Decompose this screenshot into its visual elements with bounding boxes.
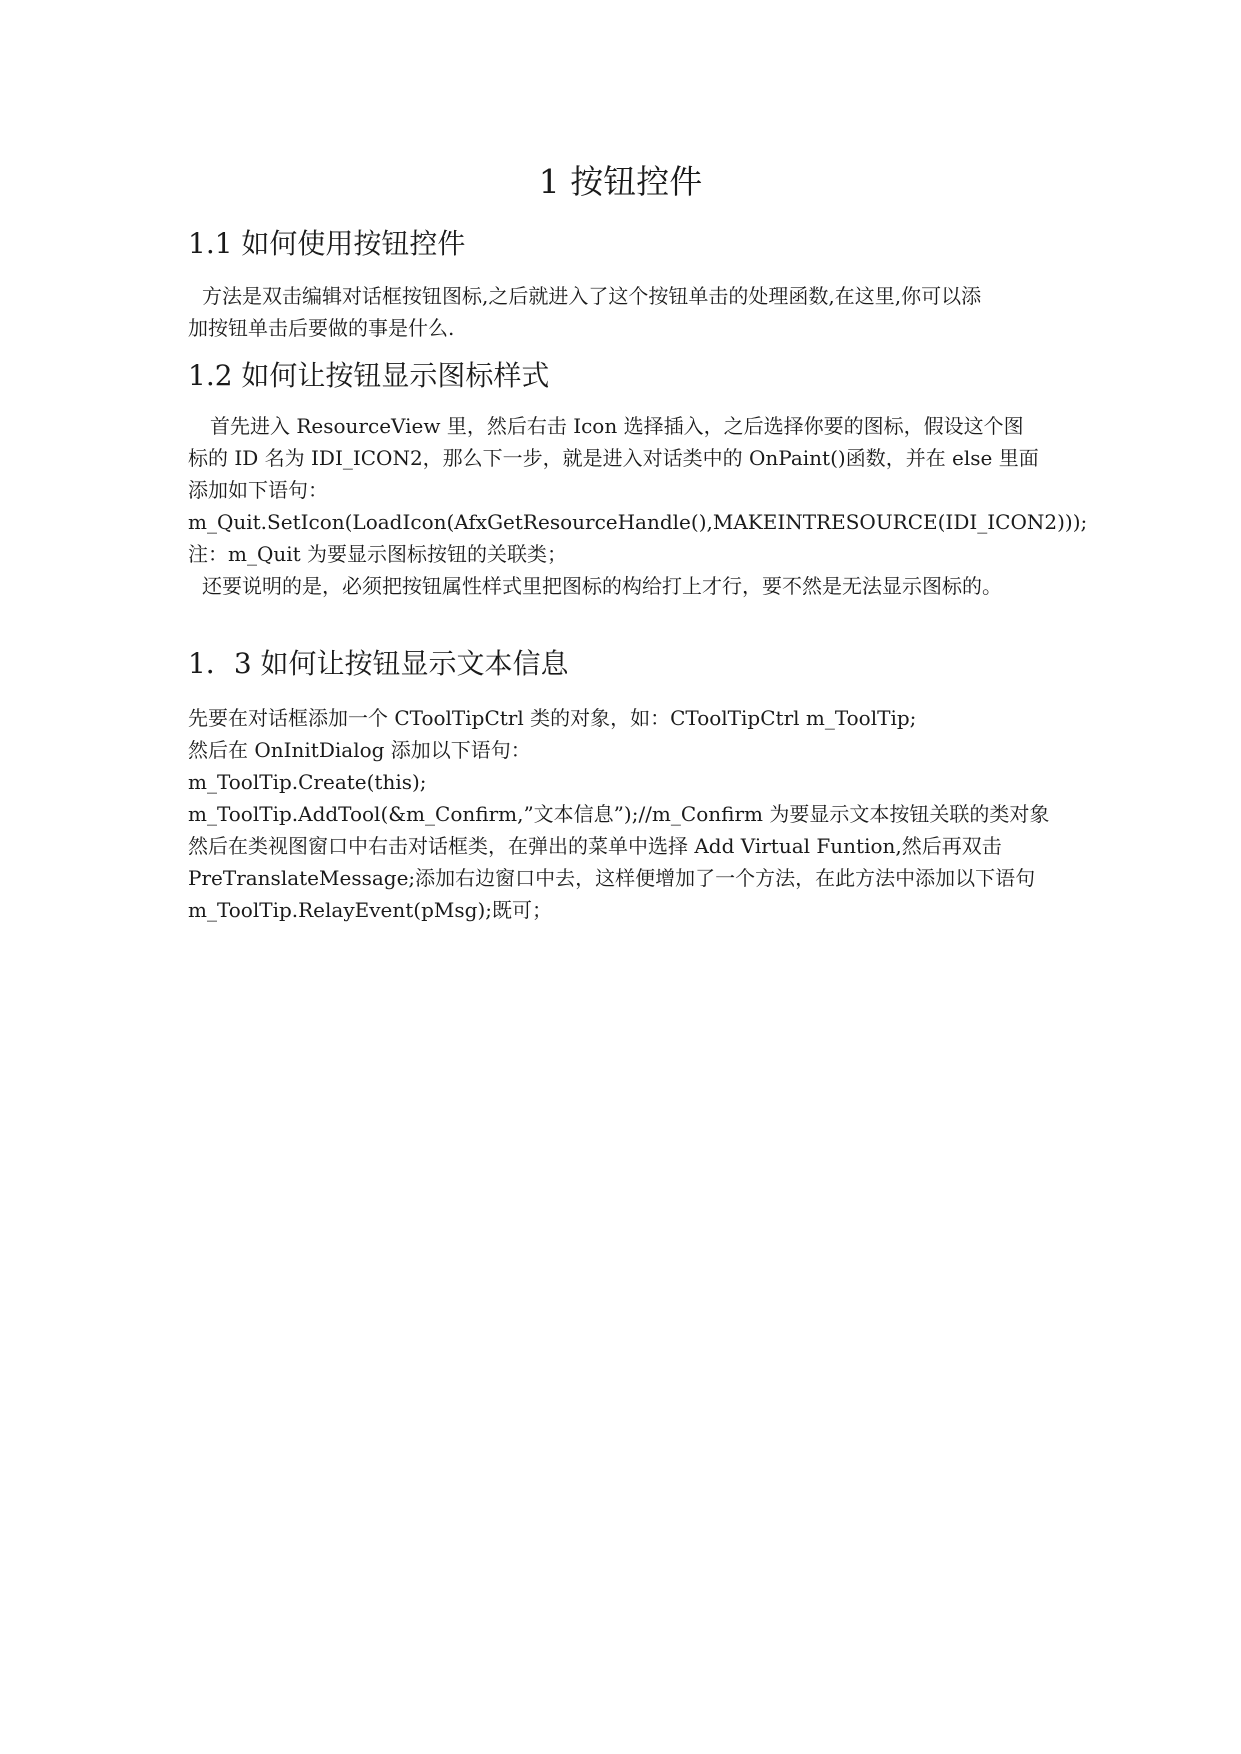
code-line: m_ToolTip.AddTool(&m_Confirm,”文本信息”);//m_Confirm 为要显示文本按钮关联的类对象	[188, 802, 1050, 826]
paragraph-line: 还要说明的是，必须把按钮属性样式里把图标的构给打上才行，要不然是无法显示图标的。	[202, 574, 1002, 598]
section-1-1-body	[188, 280, 1068, 344]
code-line: m_ToolTip.RelayEvent(pMsg);既可；	[188, 898, 552, 922]
section-heading: 1.1 如何使用按钮控件	[188, 227, 466, 260]
paragraph-line: 标的 ID 名为 IDI_ICON2，那么下一步，就是进入对话类中的 OnPaint()函数，并在 else 里面	[188, 446, 1039, 470]
document-title: 1 按钮控件	[538, 162, 703, 201]
section-1-2-body	[188, 410, 1088, 602]
paragraph-line: 首先进入 ResourceView 里，然后右击 Icon 选择插入，之后选择你要的图标，假设这个图	[210, 414, 1024, 438]
section-heading: 1.2 如何让按钮显示图标样式	[188, 359, 550, 392]
paragraph-line: 先要在对话框添加一个 CToolTipCtrl 类的对象，如：CToolTipCtrl m_ToolTip;	[188, 706, 917, 730]
paragraph-line: 方法是双击编辑对话框按钮图标,之后就进入了这个按钮单击的处理函数,在这里,你可以添	[202, 284, 982, 308]
paragraph-line: PreTranslateMessage;添加右边窗口中去，这样便增加了一个方法，在此方法中添加以下语句	[188, 866, 1036, 890]
section-1-2	[188, 358, 1068, 394]
paragraph-line: 然后在类视图窗口中右击对话框类，在弹出的菜单中选择 Add Virtual Funtion,然后再双击	[188, 834, 1002, 858]
code-line: m_ToolTip.Create(this);	[188, 770, 427, 794]
paragraph-line: 然后在 OnInitDialog 添加以下语句：	[188, 738, 531, 762]
paragraph-line: 加按钮单击后要做的事是什么.	[188, 316, 455, 340]
section-1-1	[188, 226, 1068, 262]
note-line: 注：m_Quit 为要显示图标按钮的关联类；	[188, 542, 568, 566]
section-1-3	[188, 646, 1068, 682]
code-line: m_Quit.SetIcon(LoadIcon(AfxGetResourceHandle(),MAKEINTRESOURCE(IDI_ICON2)));	[188, 510, 1088, 534]
paragraph-line: 添加如下语句：	[188, 478, 328, 502]
section-heading: 1．3 如何让按钮显示文本信息	[188, 647, 569, 680]
section-1-3-body	[188, 702, 1068, 926]
